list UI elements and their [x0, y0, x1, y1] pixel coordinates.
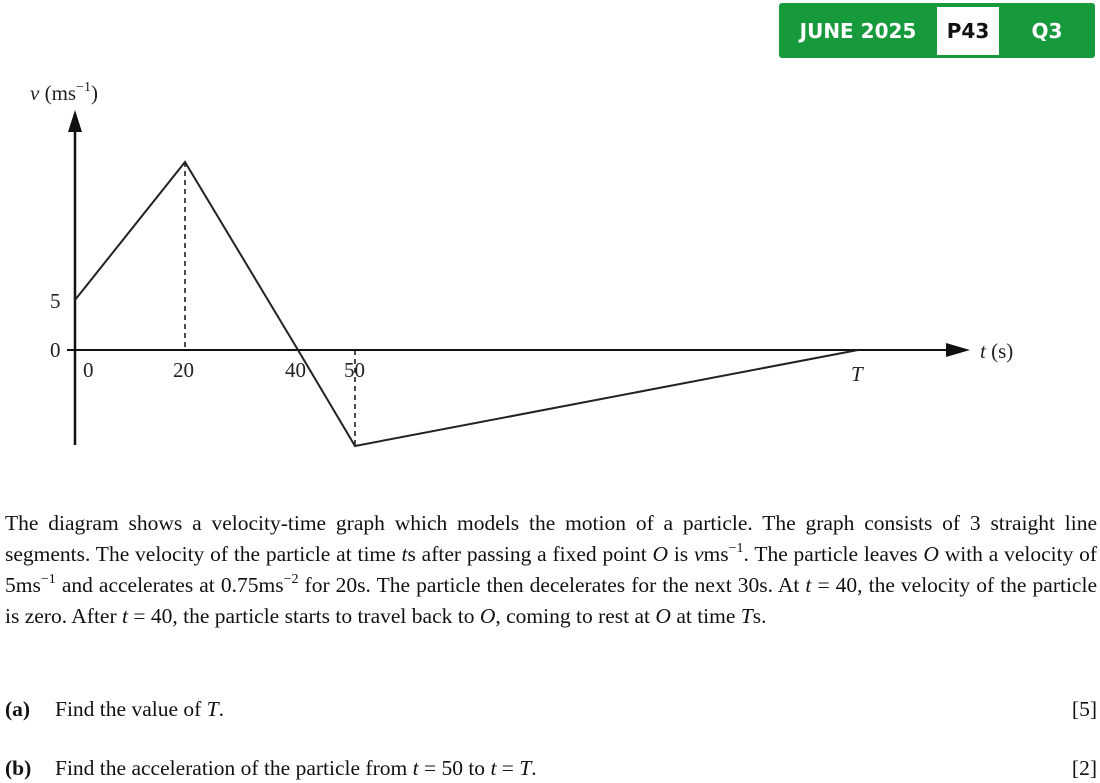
part-a-letter: (a) — [5, 697, 31, 721]
x-tick-label-40: 40 — [285, 358, 306, 382]
question-number: Q3 — [1031, 18, 1063, 43]
exam-session: JUNE 2025 — [799, 18, 917, 43]
paper-code: P43 — [937, 7, 999, 55]
part-b-marks: [2] — [1071, 756, 1097, 780]
y-tick-label-0: 0 — [50, 338, 61, 362]
part-a-marks: [5] — [1071, 697, 1097, 721]
part-b — [5, 756, 1097, 781]
part-b-text: Find the acceleration of the particle from t = 50 to t = T. — [55, 756, 537, 780]
part-a-text: Find the value of T. — [55, 697, 225, 721]
x-tick-label-T: T — [851, 362, 863, 386]
question-intro: The diagram shows a velocity-time graph which models the motion of a particle. The graph consists of 3 straight line segments. The velocity of the particle at time ts after passing a fixed point O is vms$^{-1}$. The particle leaves O with a velocity of $5ms^{-1}$ and accelerates at $0.75ms^{-2}$ for 20s. The particle then decelerates for the next 30s. At t = 40, the velocity of the particle is zero. After t = 40, the particle starts to travel back to O, coming to rest at O at time Ts. — [5, 511, 1098, 628]
x-axis-label: t (s) — [980, 339, 1014, 363]
y-axis-label: v $(ms^{-1})$ — [30, 80, 98, 105]
x-axis-arrow-icon — [946, 343, 970, 357]
y-axis-arrow-icon — [68, 110, 82, 132]
x-tick-label-0: 0 — [83, 358, 94, 382]
x-tick-label-50: 50 — [344, 358, 365, 382]
velocity-line — [75, 162, 858, 446]
part-b-letter: (b) — [5, 756, 32, 780]
part-a — [5, 697, 1097, 722]
x-tick-label-20: 20 — [173, 358, 194, 382]
y-tick-label-5: 5 — [50, 289, 61, 313]
